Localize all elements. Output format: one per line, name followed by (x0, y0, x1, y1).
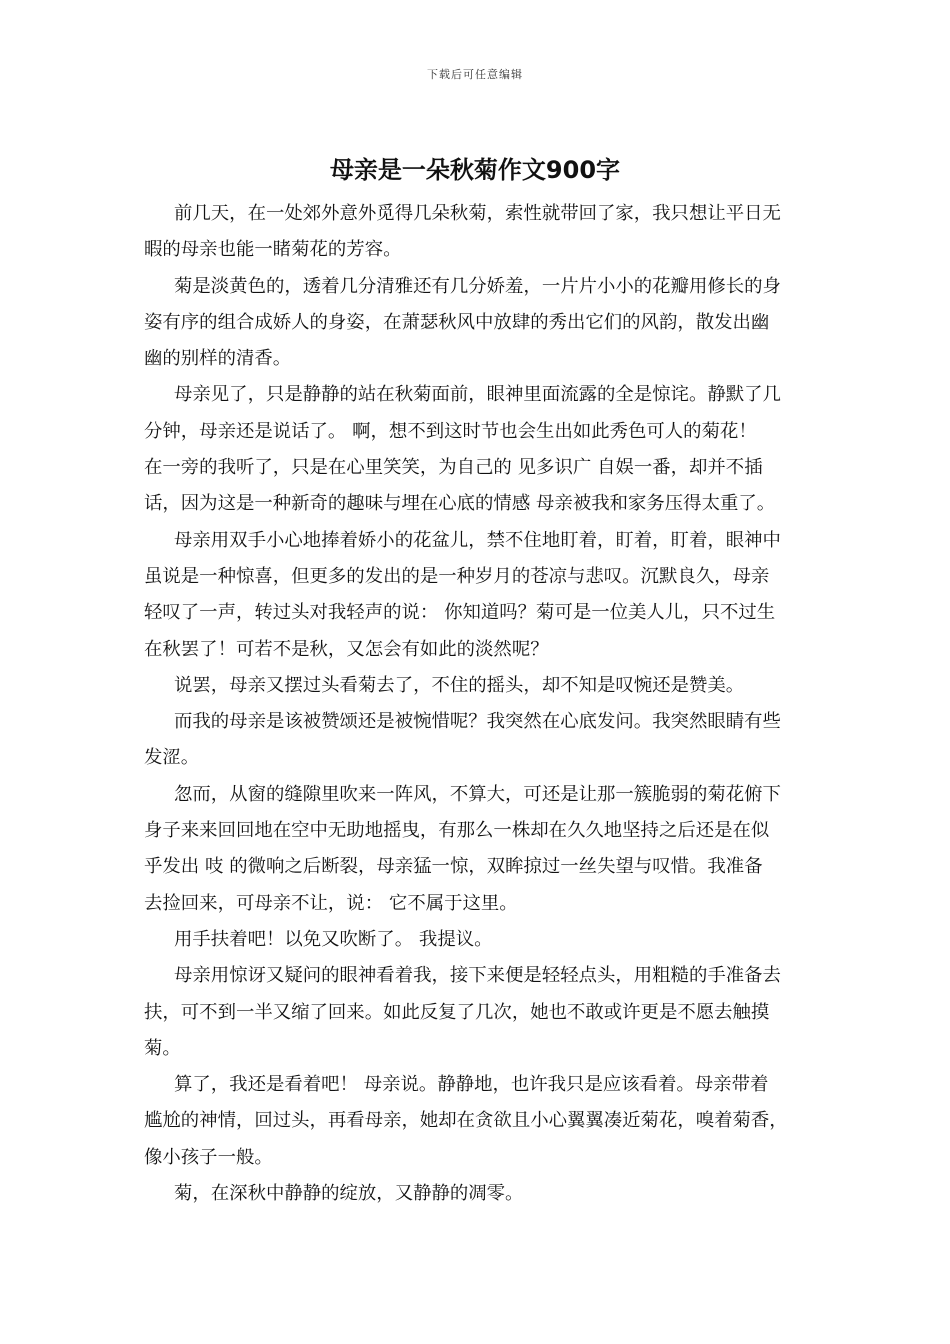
text-line: 轻叹了一声，转过头对我轻声的说： 你知道吗？菊可是一位美人儿，只不过生 (144, 602, 776, 624)
text-line: 忽而，从窗的缝隙里吹来一阵风，不算大，可还是让那一簇脆弱的菊花俯下 (174, 783, 781, 805)
text-line: 母亲用双手小心地捧着娇小的花盆儿，禁不住地盯着，盯着，盯着，眼神中 (174, 529, 781, 551)
text-line: 去捡回来，可母亲不让，说： 它不属于这里。 (144, 892, 518, 914)
text-line: 在一旁的我听了，只是在心里笑笑，为自己的 见多识广 自娱一番，却并不插 (144, 457, 763, 479)
text-line: 暇的母亲也能一睹菊花的芳容。 (144, 239, 402, 261)
text-line: 乎发出 吱 的微响之后断裂，母亲猛一惊，双眸掠过一丝失望与叹惜。我准备 (144, 856, 763, 878)
text-line: 算了，我还是看着吧！ 母亲说。静静地，也许我只是应该看着。母亲带着 (174, 1074, 769, 1096)
text-line: 话，因为这是一种新奇的趣味与埋在心底的情感 母亲被我和家务压得太重了。 (144, 493, 776, 515)
text-line: 说罢，母亲又摆过头看菊去了，不住的摇头，却不知是叹惋还是赞美。 (174, 674, 745, 696)
text-line: 像小孩子一般。 (144, 1146, 273, 1168)
text-line: 扶，可不到一半又缩了回来。如此反复了几次，她也不敢或许更是不愿去触摸 (144, 1001, 770, 1023)
document-body (144, 196, 820, 1212)
text-line: 在秋罢了！可若不是秋，又怎会有如此的淡然呢？ (144, 638, 549, 660)
text-line: 尴尬的神情，回过头，再看母亲，她却在贪欲且小心翼翼凑近菊花，嗅着菊香， (144, 1110, 788, 1132)
text-line: 母亲用惊讶又疑问的眼神看着我，接下来便是轻轻点头，用粗糙的手准备去 (174, 965, 781, 987)
text-line: 菊，在深秋中静静的绽放，又静静的凋零。 (174, 1183, 524, 1205)
text-line: 身子来来回回地在空中无助地摇曳，有那么一株却在久久地坚持之后还是在似 (144, 820, 770, 842)
text-line: 前几天，在一处郊外意外觅得几朵秋菊，索性就带回了家，我只想让平日无 (174, 203, 781, 224)
document-title: 母亲是一朵秋菊作文900字 (329, 156, 621, 184)
text-line: 发涩。 (144, 747, 200, 769)
page-header-note: 下载后可任意编辑 (427, 68, 523, 81)
text-line: 而我的母亲是该被赞颂还是被惋惜呢？我突然在心底发问。我突然眼睛有些 (174, 711, 781, 733)
text-line: 分钟，母亲还是说话了。 啊，想不到这时节也会生出如此秀色可人的菊花！ (144, 420, 757, 442)
text-line: 幽的别样的清香。 (144, 348, 292, 370)
text-line: 母亲见了，只是静静的站在秋菊面前，眼神里面流露的全是惊诧。静默了几 (174, 384, 781, 406)
text-line: 菊是淡黄色的，透着几分清雅还有几分娇羞，一片片小小的花瓣用修长的身 (174, 275, 781, 297)
text-line: 虽说是一种惊喜，但更多的发出的是一种岁月的苍凉与悲叹。沉默良久，母亲 (144, 565, 770, 587)
text-line: 姿有序的组合成娇人的身姿，在萧瑟秋风中放肆的秀出它们的风韵，散发出幽 (144, 311, 770, 333)
text-line: 菊。 (144, 1037, 181, 1059)
text-line: 用手扶着吧！以免又吹断了。 我提议。 (174, 928, 493, 950)
